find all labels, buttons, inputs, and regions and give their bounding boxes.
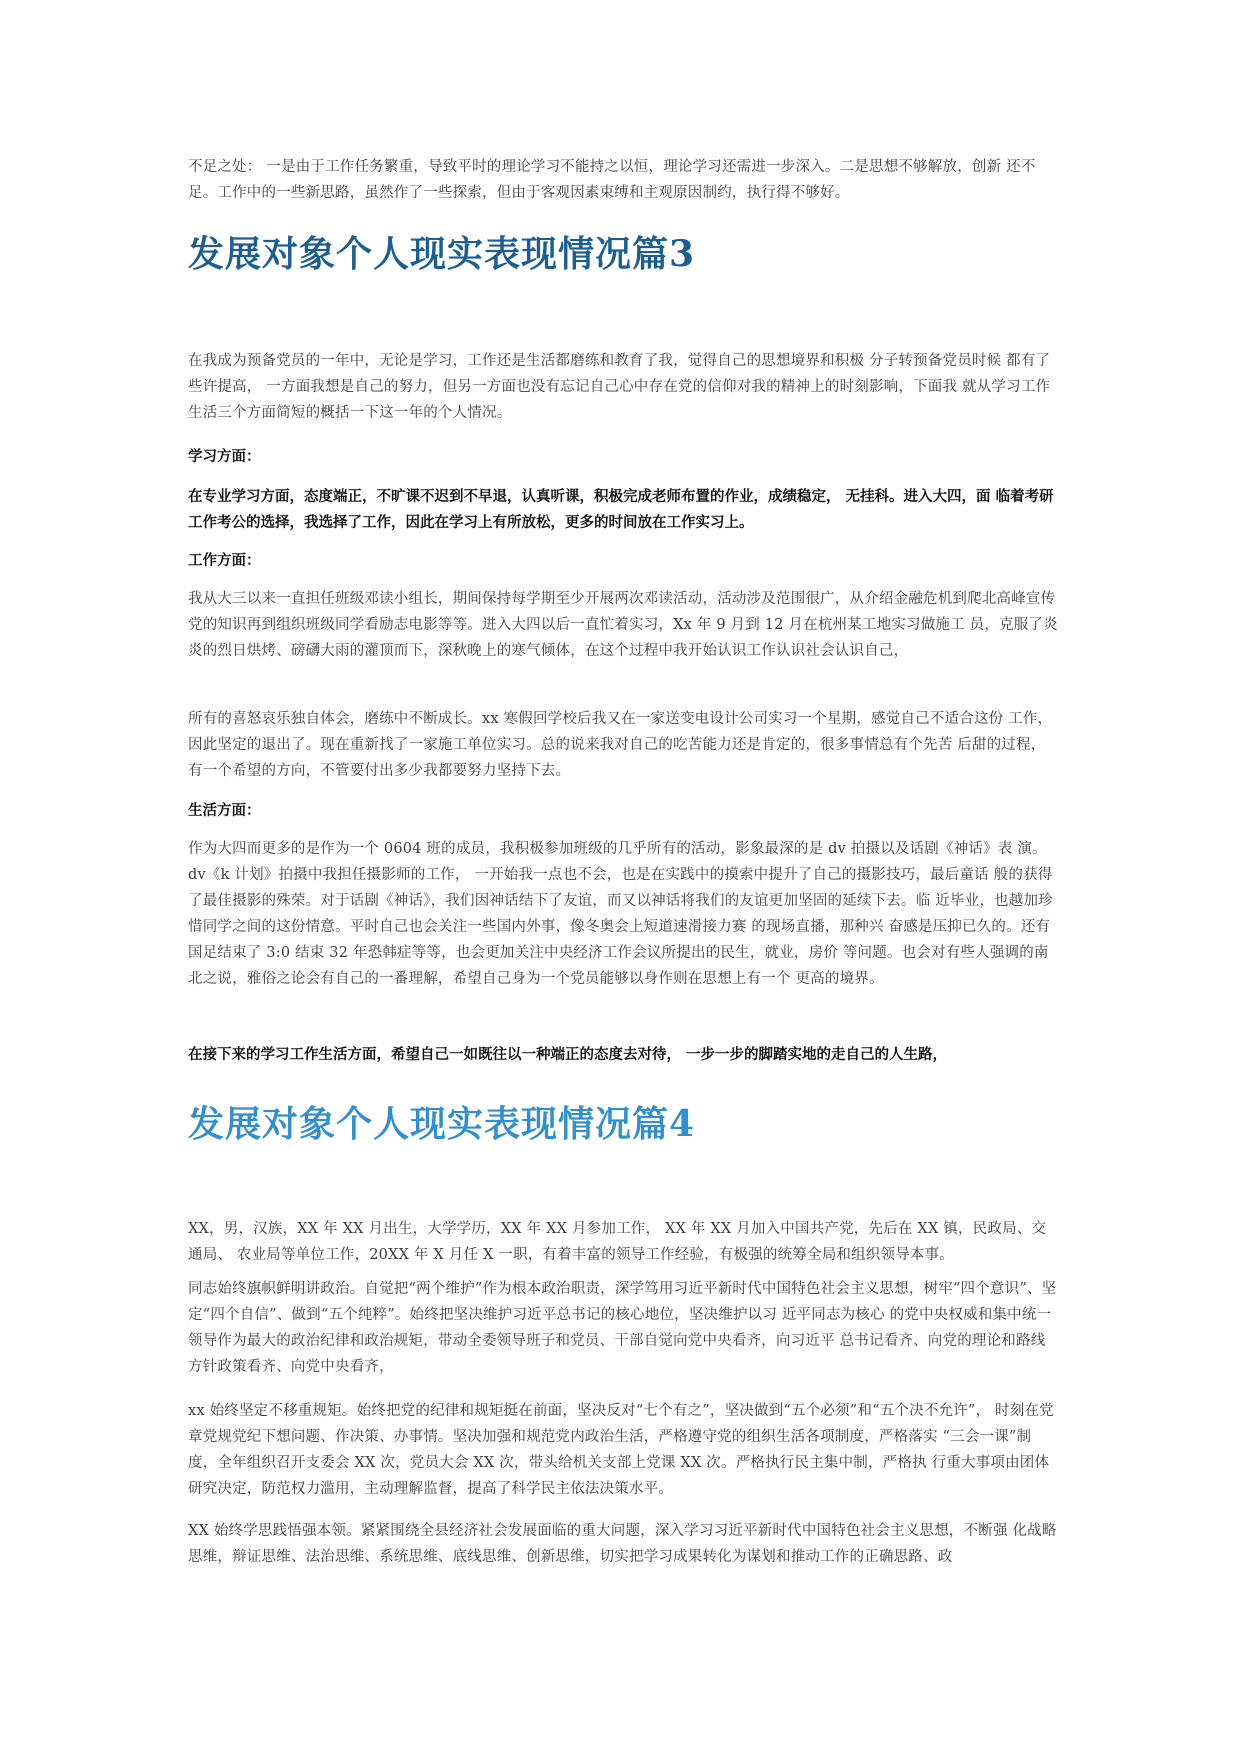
section4-p3: xx 始终坚定不移重规矩。始终把党的纪律和规矩挺在前面，坚决反对“七个有之”，坚决做到“五个必须”和“五个决不允许”， 时刻在党章党规党纪下想问题、作决策、办事情。坚决加强和规范党内政治生活，严格遵守党的组织生活各项制度，严格落实 “三会一课”制度，全年组织召开支委会 XX 次，党员大会 XX 次，带头给机关支部上党课 XX 次。严格执行民主集中制，严格执 行重大事项由团体研究决定，防范权力滥用，主动理解监督，提高了科学民主依法决策水平。 (188, 1403, 1054, 1497)
section3-closing: 在接下来的学习工作生活方面，希望自己一如既往以一种端正的态度去对待， 一步一步的脚踏实地的走自己的人生路， (188, 1047, 948, 1063)
intro-paragraph: 不足之处： 一是由于工作任务繁重，导致平时的理论学习不能持之以恒，理论学习还需进一步深入。二是思想不够解放，创新 还不足。工作中的一些新思路，虽然作了一些探索，但由于客观因素束缚和主观原因制约，执行得不够好。 (188, 159, 1036, 201)
section4-p4: XX 始终学思践悟强本领。紧紧围绕全县经济社会发展面临的重大问题，深入学习习近平新时代中国特色社会主义思想，不断强 化战略思维，辩证思维、法治思维、系统思维、底线思维、创新思维，切实把学习成果转化为谋划和推动工作的正确思路、政 (188, 1523, 1057, 1565)
work-text-1: 我从大三以来一直担任班级邓读小组长，期间保持每学期至少开展两次邓读活动，活动涉及范围很广，从介绍金融危机到爬北高峰宣传党的知识再到组织班级同学看励志电影等等。进入大四以后一直忙着实习，Xx 年 9 月到 12 月在杭州某工地实习做施工 员，克服了炎炎的烈日烘烤、磅礴大雨的灌顶而下，深秋晚上的寒气倾体，在这个过程中我开始认识工作认识社会认识自己， (188, 591, 1058, 659)
life-heading: 生活方面： (188, 803, 261, 819)
life-text: 作为大四而更多的是作为一个 0604 班的成员，我积极参加班级的几乎所有的活动，影象最深的是 dv 拍摄以及话剧《神话》表 演。dv《k 计划》拍摄中我担任摄影师的工作， 一开始我一点也不会，也是在实践中的摸索中提升了自己的摄影技巧，最后童话 般的获得了最佳摄影的殊荣。对于话剧《神话》，我们因神话结下了友谊，而又以神话将我们的友谊更加坚固的延续下去。临 近毕业，也越加珍惜同学之间的这份情意。平时自己也会关注一些国内外事，像冬奥会上短道速滑接力赛 的现场直播，那种兴 奋感是压抑已久的。还有国足结束了 3:0 结束 32 年恐韩症等等，也会更加关注中央经济工作会议所提出的民生，就业，房价 等问题。也会对有些人强调的南北之说，雅俗之论会有自己的一番理解，希望自己身为一个党员能够以身作则在思想上有一个 更高的境界。 (188, 841, 1053, 987)
section4-title: 发展对象个人现实表现情况篇4 (188, 1103, 696, 1145)
work-text-2: 所有的喜怒哀乐独自体会，磨练中不断成长。xx 寒假回学校后我又在一家送变电设计公司实习一个星期，感觉自己不适合这份 工作，因此坚定的退出了。现在重新找了一家施工单位实习。总的说来我对自己的吃苦能力还是肯定的，很多事情总有个先苦 后甜的过程，有一个希望的方向，不管要付出多少我都要努力坚持下去。 (188, 711, 1053, 779)
section4-p1: XX，男，汉族，XX 年 XX 月出生，大学学历，XX 年 XX 月参加工作， XX 年 XX 月加入中国共产党，先后在 XX 镇，民政局、交通局、 农业局等单位工作，20XX 年 X 月任 X 一职，有着丰富的领导工作经验，有极强的统筹全局和组织领导本事。 (188, 1221, 1047, 1263)
section3-intro: 在我成为预备党员的一年中，无论是学习，工作还是生活都磨练和教育了我，觉得自己的思想境界和积极 分子转预备党员时候 都有了些许提高， 一方面我想是自己的努力，但另一方面也没有忘记自己心中存在党的信仰对我的精神上的时刻影响，下面我 就从学习工作生活三个方面简短的概括一下这一年的个人情况。 (188, 353, 1051, 421)
study-heading: 学习方面： (188, 449, 261, 465)
study-text: 在专业学习方面，态度端正，不旷课不迟到不早退，认真听课，积极完成老师布置的作业，成绩稳定， 无挂科。进入大四，面 临着考研工作考公的选择，我选择了工作，因此在学习上有所放松，更多的时间放在工作实习上。 (188, 489, 1054, 531)
work-heading: 工作方面： (188, 553, 261, 569)
section4-p2: 同志始终旗帜鲜明讲政治。自觉把“两个维护”作为根本政治职责，深学笃用习近平新时代中国特色社会主义思想，树牢“四个意识”、坚定“四个自信”、做到“五个纯粹”。始终把坚决维护习近平总书记的核心地位，坚决维护以习 近平同志为核心 的党中央权威和集中统一领导作为最大的政治纪律和政治规矩，带动全委领导班子和党员、干部自觉向党中央看齐，向习近平 总书记看齐、向党的理论和路线方针政策看齐、向党中央看齐， (188, 1281, 1057, 1375)
section3-title: 发展对象个人现实表现情况篇3 (188, 233, 696, 275)
